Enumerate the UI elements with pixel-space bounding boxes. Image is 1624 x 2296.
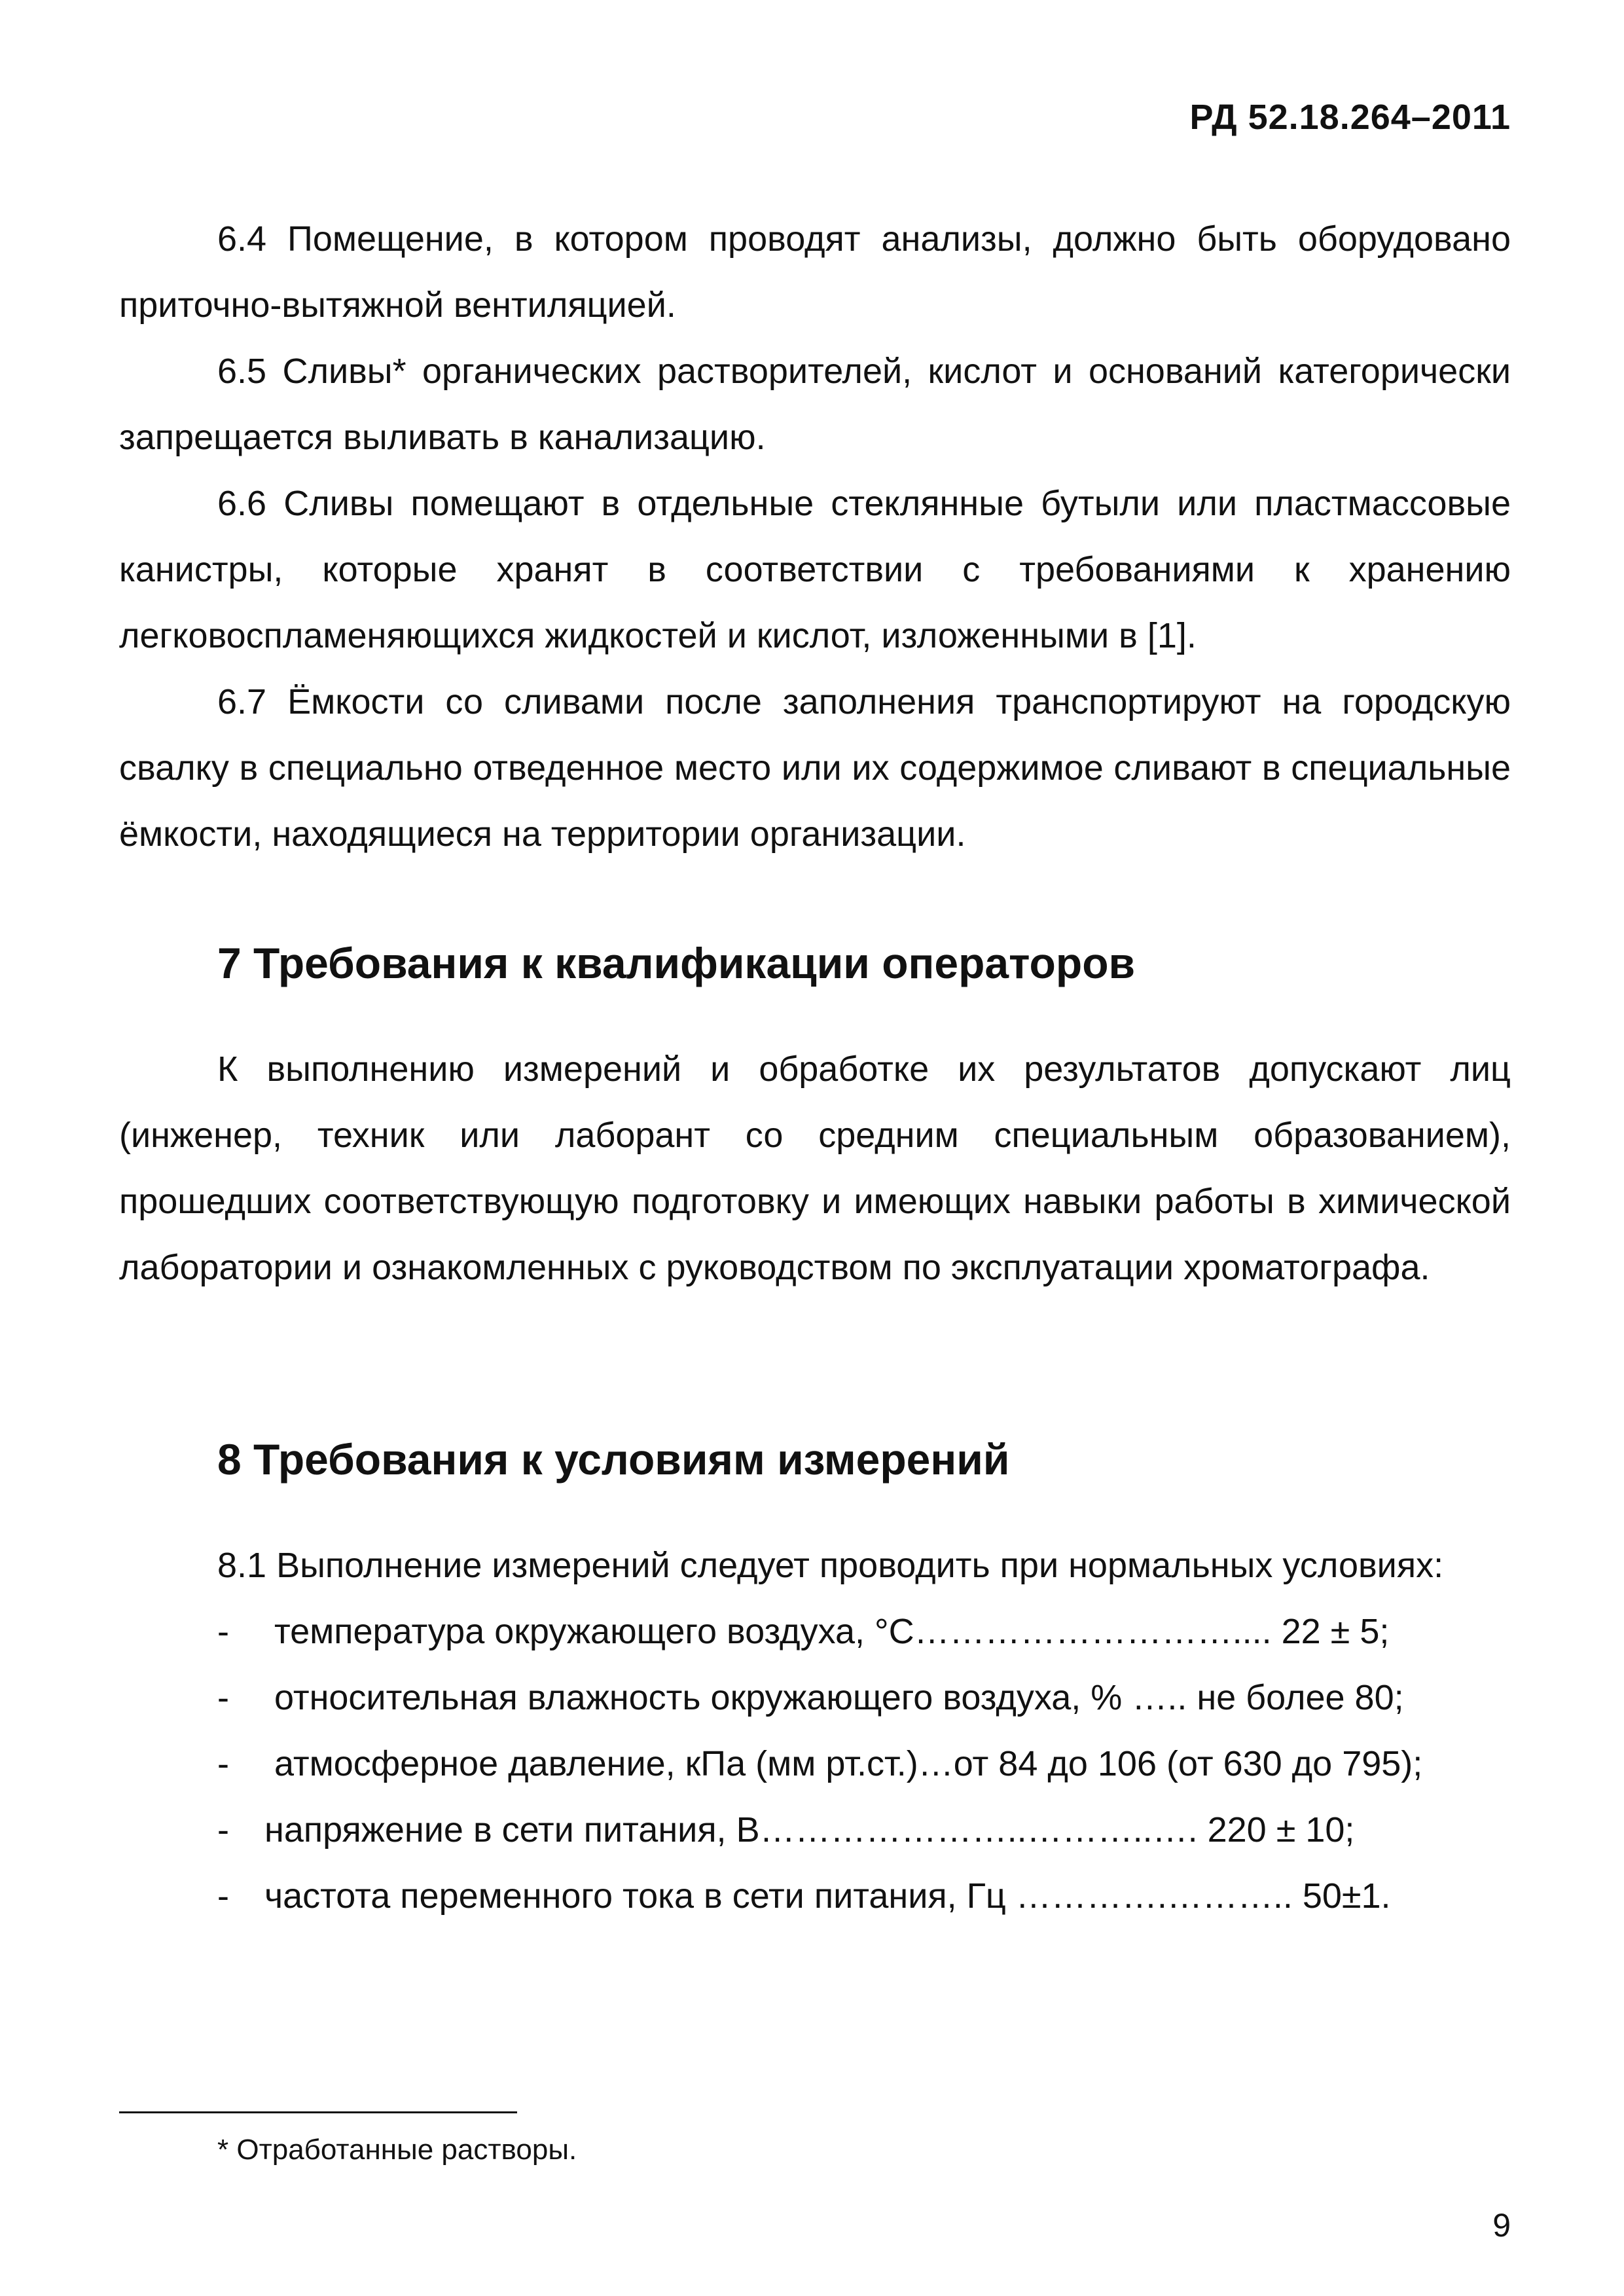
condition-text: относительная влажность окружающего воздуха, % ….. не более 80; (264, 1678, 1404, 1717)
list-dash: - (217, 1744, 229, 1783)
section-7-text: К выполнению измерений и обработке их результатов допускают лиц (инженер, техник или лаборант со средним специальным образованием), прошедших соответствующую подготовку и имеющих навыки работы в химической лаборатории и ознакомленных с руководством по эксплуатации хроматографа. (119, 1049, 1511, 1287)
section-7-heading: 7 Требования к квалификации операторов (217, 939, 1136, 987)
condition-text: температура окружающего воздуха, °С……………………….... 22 ± 5; (264, 1612, 1390, 1651)
condition-pressure (119, 1731, 1511, 1797)
footnote: * Отработанные растворы. (217, 2134, 577, 2166)
condition-text: частота переменного тока в сети питания, Гц ………….……….. 50±1. (264, 1876, 1391, 1916)
condition-text: напряжение в сети питания, В…………………..………..…. 220 ± 10; (264, 1810, 1355, 1850)
document-code: РД 52.18.264–2011 (1189, 98, 1511, 137)
paragraph-6-6: 6.6 Сливы помещают в отдельные стеклянные бутыли или пластмассовые канистры, которые хранят в соответствии с требованиями к хранению легковоспламеняющихся жидкостей и кислот, изложенными в [1]. (119, 484, 1511, 655)
paragraph-6-5: 6.5 Сливы* органических растворителей, кислот и оснований категорически запрещается выливать в канализацию. (119, 352, 1511, 457)
condition-frequency (119, 1863, 1511, 1929)
footnote-separator (119, 2111, 517, 2113)
list-dash: - (217, 1876, 229, 1916)
page-number: 9 (1492, 2207, 1511, 2244)
condition-humidity (119, 1665, 1511, 1731)
condition-temperature (119, 1599, 1511, 1665)
condition-text: атмосферное давление, кПа (мм рт.ст.)…от 84 до 106 (от 630 до 795); (264, 1744, 1423, 1783)
list-dash: - (217, 1612, 229, 1651)
list-dash: - (217, 1678, 229, 1717)
section-8-heading: 8 Требования к условиям измерений (217, 1435, 1010, 1484)
paragraph-6-4: 6.4 Помещение, в котором проводят анализы, должно быть оборудовано приточно-вытяжной вентиляцией. (119, 219, 1511, 325)
section-6-block (119, 206, 1511, 867)
list-dash: - (217, 1810, 229, 1850)
paragraph-6-7: 6.7 Ёмкости со сливами после заполнения транспортируют на городскую свалку в специально отведенное место или их содержимое сливают в специальные ёмкости, находящиеся на территории организации. (119, 682, 1511, 854)
condition-voltage (119, 1797, 1511, 1863)
conditions-list (119, 1599, 1511, 1929)
paragraph-8-1: 8.1 Выполнение измерений следует проводить при нормальных условиях: (217, 1546, 1444, 1585)
section-8-block (119, 1427, 1511, 1929)
section-7-block (119, 930, 1511, 1301)
